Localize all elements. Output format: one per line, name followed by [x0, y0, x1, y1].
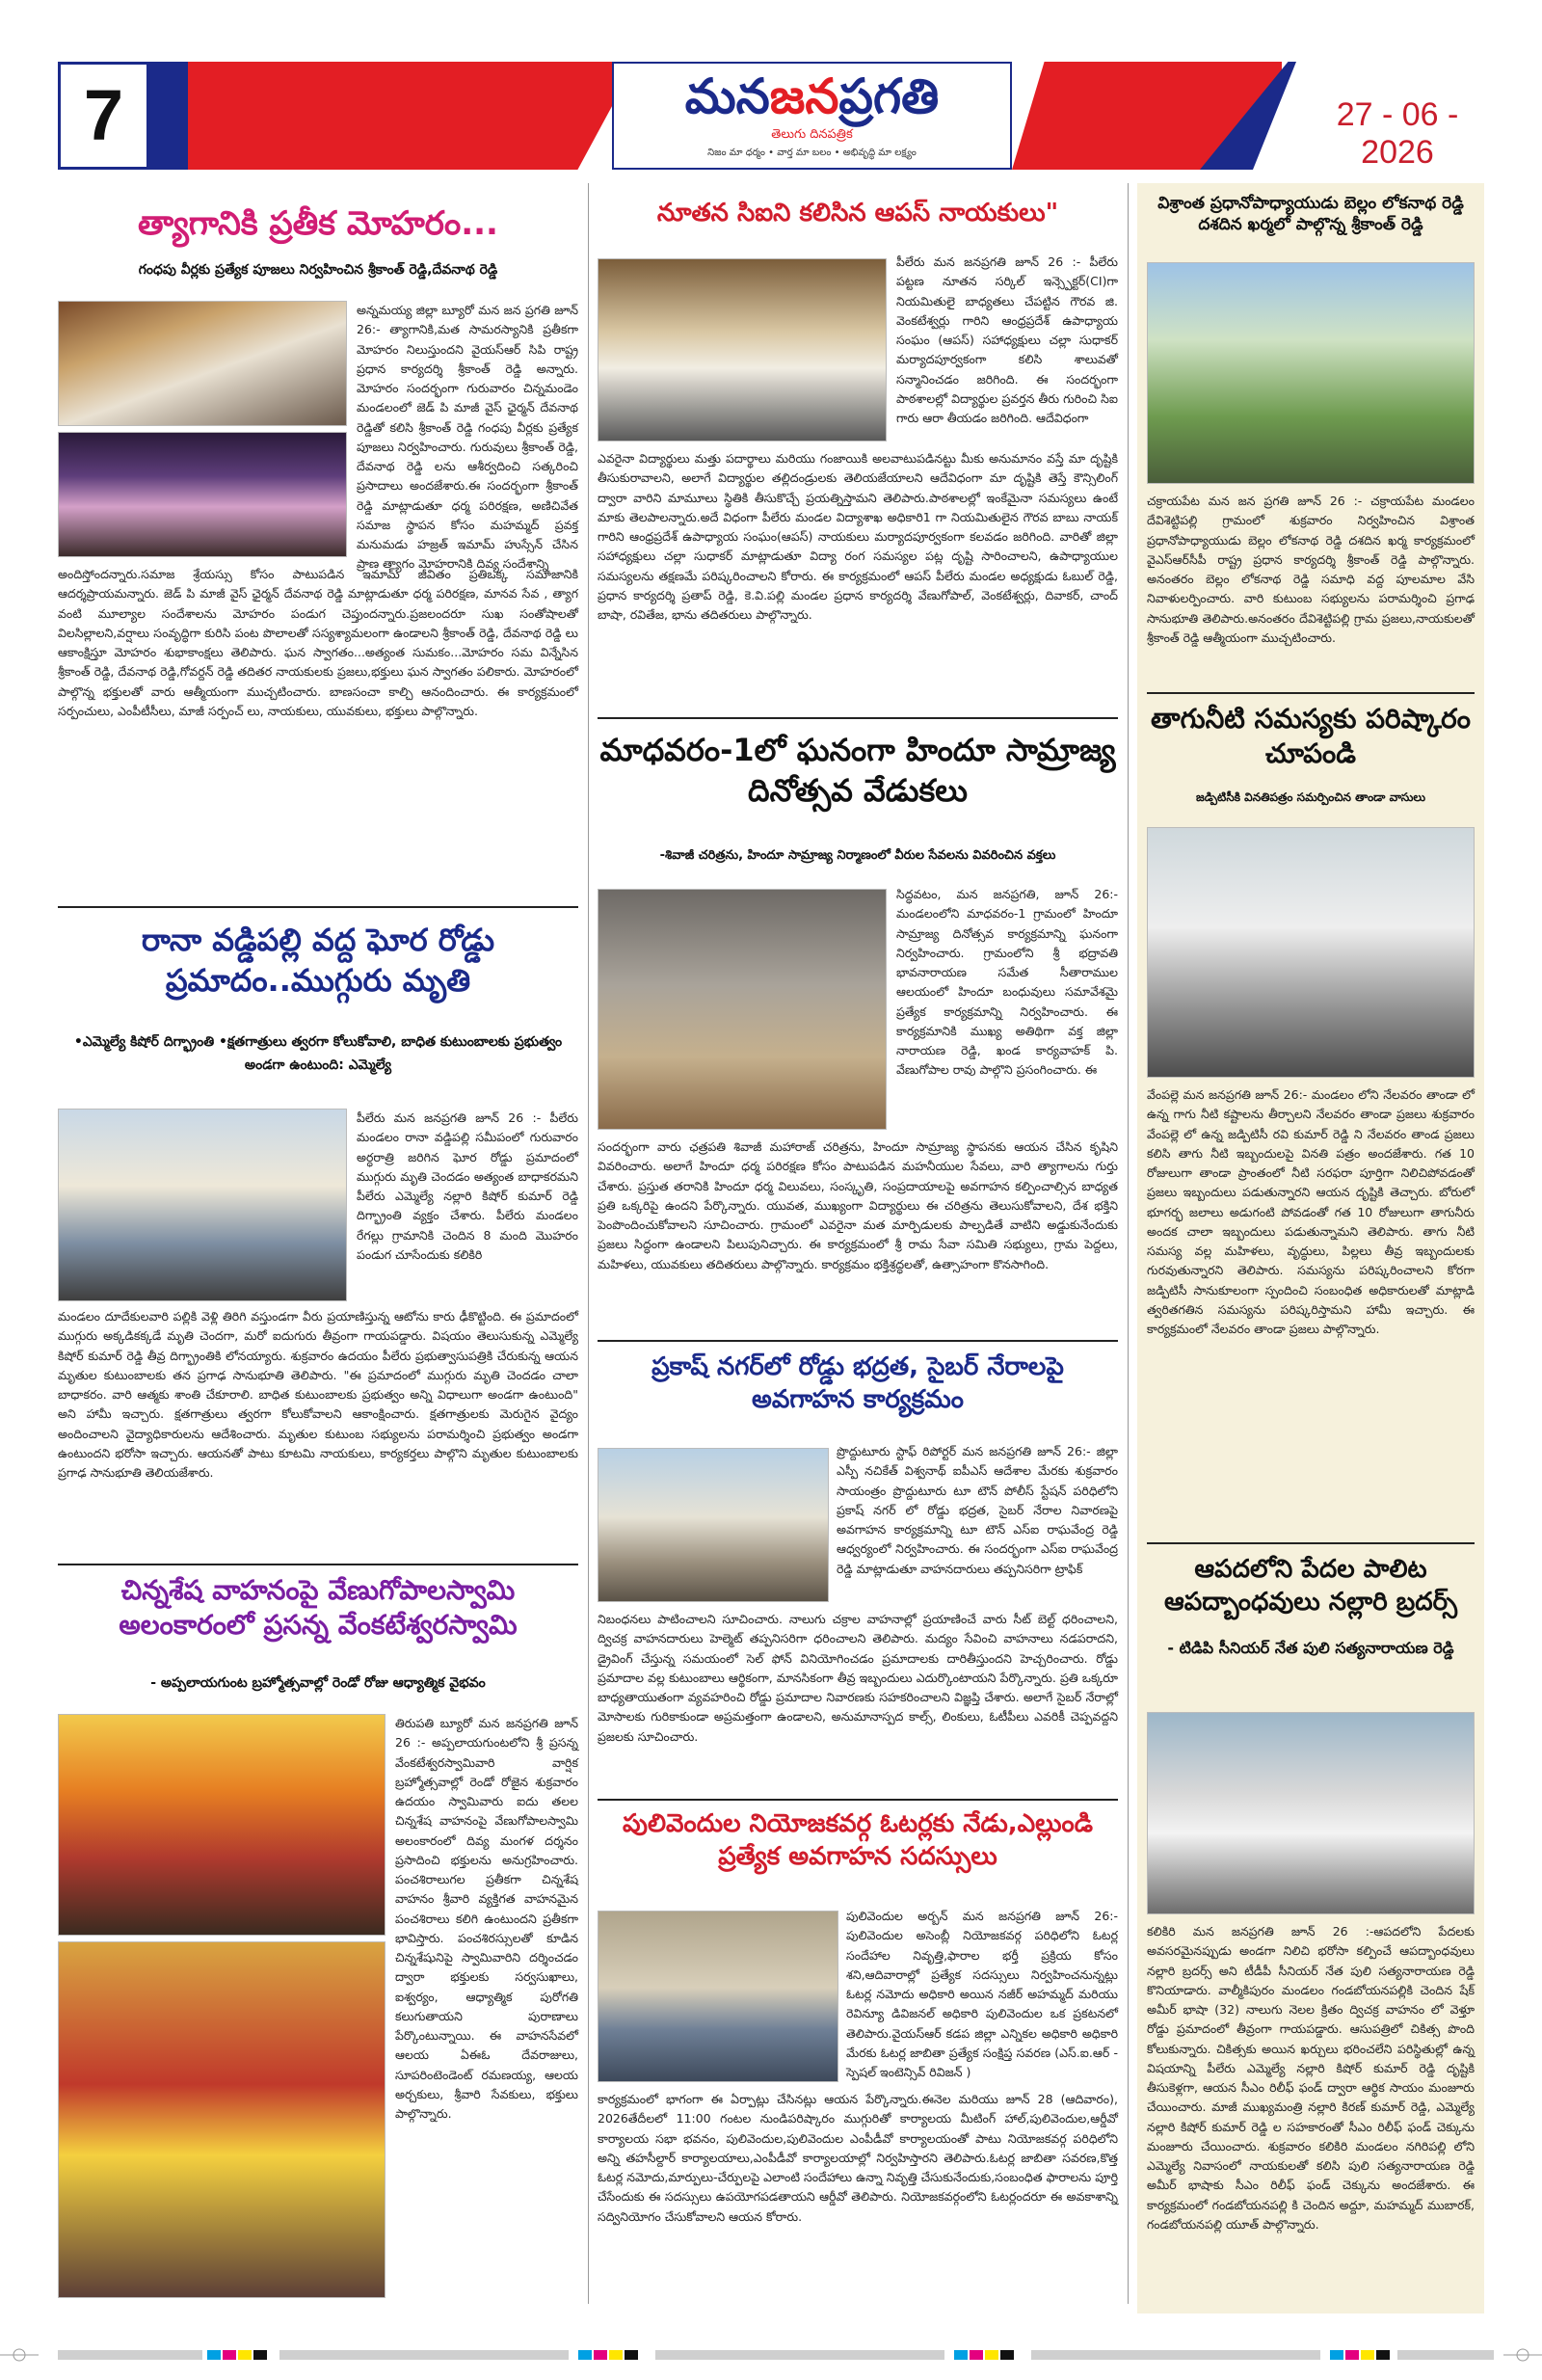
article-headline: పులివెందుల నియోజకవర్గ ఓటర్లకు నేడు,ఎల్లుండి ప్రత్యేక అవగాహన సదస్సులు: [623, 1809, 1093, 1871]
article-separator: [1147, 692, 1475, 694]
article-body: నిబంధనలు పాటించాలని సూచించారు. నాలుగు చక్రాల వాహనాల్లో ప్రయాణించే వారు సీట్ బెల్ట్ ధరించాలని, ద్విచక్ర వాహనదారులు హెల్మెట్ తప్పనిసరిగా ధరించాలని తెలిపారు. మద్యం సేవించి వాహనాలు నడపరాదని, డ్రైవింగ్ చేస్తున్న సమయంలో సెల్ ఫోన్ వినియోగించడం ప్రమాదాలకు దారితీస్తుందని హెచ్చరించారు. రోడ్డు ప్రమాదాల వల్ల కుటుంబాలు ఆర్థికంగా, మానసికంగా తీవ్ర ఇబ్బందులు ఎదుర్కొంటాయని పేర్కొన్నారు. ప్రతి ఒక్కరూ బాధ్యతాయుతంగా వ్యవహరించి రోడ్డు ప్రమాదాల నివారణకు సహకరించాలని విజ్ఞప్తి చేశారు. అలాగే సైబర్ నేరాల్లో మోసాలకు గురికాకుండా అప్రమత్తంగా ఉండాలని, అనుమానాస్పద కాల్స్, లింకులు, ఓటీపీలు ఎవరికీ చెప్పవద్దని ప్రజలకు సూచించారు.: [598, 1612, 1118, 1744]
article-body: కార్యక్రమంలో భాగంగా ఈ ఏర్పాట్లు చేసినట్లు ఆయన పేర్కొన్నారు.ఈనెల మరియు జూన్ 28 (ఆదివారం), 2026తేదీలలో 11:00 గంటల నుండిపరిష్కారం ముగ్గురితో కార్యాలయ మీటింగ్ హాల్,పులివెందుల,ఆర్డీవో కార్యాలయ సభా భవనం, పులివెందుల,పులివెందుల ఎంపీడీవో కార్యాలయంతో పాటు నియోజకవర్గ పరిధిలోని అన్ని తహసీల్దార్ కార్యాలయాలు,ఎంపీడీవో కార్యాలయాల్లో నిర్వహిస్తారని తెలిపారు.ఓటర్ల జాబితా సవరణ,కొత్త ఓటర్ల నమోదు,మార్పులు-చేర్పులపై ఎలాంటి సందేహాలు ఉన్నా నివృత్తి చేసుకునేందుకు,సంబంధిత ఫారాలను పూర్తి చేసేందుకు ఈ సదస్సులు ఉపయోగపడతాయని ఆర్డీవో తెలిపారు. నియోజకవర్గంలోని ఓటర్లందరూ ఈ అవకాశాన్ని సద్వినియోగం చేసుకోవాలని ఆయన కోరారు.: [598, 2092, 1118, 2224]
article-photo: [1147, 827, 1475, 1078]
logo-title: [614, 67, 1010, 125]
article-body: పులివెందుల అర్బన్ మన జనప్రగతి జూన్ 26:-పులివెందుల అసెంబ్లీ నియోజకవర్గ పరిధిలోని ఓటర్ల సందేహాల నివృత్తి,ఫారాల భర్తీ ప్రక్రియ కోసం శని,ఆదివారాల్లో ప్రత్యేక సదస్సులు నిర్వహించనున్నట్లు ఓటర్ల నమోదు అధికారి అయిన నజీర్ అహమ్మద్ మరియు రెవిన్యూ డివిజనల్ అధికారి పులివెందుల ఒక ప్రకటనలో తెలిపారు.వైయస్ఆర్ కడప జిల్లా ఎన్నికల అధికారి అధికారి మేరకు ఓటర్ల జాబితా ప్రత్యేక సంక్షిప్త సవరణ (ఎస్.ఐ.ఆర్ - స్పెషల్ ఇంటెన్సివ్ రివిజన్ ): [846, 1909, 1118, 2079]
article-headline: ప్రకాష్ నగర్‌లో రోడ్డు భద్రత, సైబర్ నేరాలపై అవగాహన కార్యక్రమం: [651, 1352, 1064, 1414]
article-photo: [598, 258, 887, 441]
article-subheadline: •ఎమ్మెల్యే కిషోర్ దిగ్భ్రాంతి •క్షతగాత్రులు త్వరగా కోలుకోవాలి, బాధిత కుటుంబాలకు ప్రభుత్వం అండగా ఉంటుంది: ఎమ్మెల్యే: [73, 1034, 563, 1073]
article-photo: [58, 301, 347, 426]
article-separator: [58, 1564, 578, 1565]
article-photo: [1147, 1712, 1475, 1914]
masthead: [58, 62, 1494, 170]
article-body: ప్రొద్దుటూరు స్టాఫ్ రిపోర్టర్ మన జనప్రగతి జూన్ 26:- జిల్లా ఎస్పీ నచికేత్ విశ్వనాథ్ ఐపీఎస్ ఆదేశాల మేరకు శుక్రవారం సాయంత్రం ప్రొద్దుటూరు టూ టౌన్ పోలీస్ స్టేషన్ పరిధిలోని ప్రకాష్ నగర్ లో రోడ్డు భద్రత, సైబర్ నేరాల నివారణపై అవగాహన కార్యక్రమాన్ని టూ టౌన్ ఎస్ఐ రాఘవేంద్ర రెడ్డి ఆధ్వర్యంలో నిర్వహించారు. ఈ సందర్భంగా ఎస్ఐ రాఘవేంద్ర రెడ్డి మాట్లాడుతూ వాహనదారులు తప్పనిసరిగా ట్రాఫిక్: [837, 1444, 1118, 1576]
article-headline: ఆపదలోని పేదల పాలిట ఆపద్బాంధవులు నల్లారి బ్రదర్స్: [1163, 1555, 1458, 1617]
article-headline: తాగునీటి సమస్యకు పరిష్కారం చూపండి: [1151, 703, 1471, 770]
logo-title-part-3: ప్రగతి: [838, 68, 940, 124]
article-subheadline: - టిడిపి సీనియర్ నేత పులి సత్యనారాయణ రెడ్డి: [1167, 1639, 1454, 1657]
print-registration-strip: [0, 2344, 1542, 2366]
article-body: పీలేరు మన జనప్రగతి జూన్ 26 :- పీలేరు మండలం రానా వడ్డిపల్లి సమీపంలో గురువారం అర్ధరాత్రి జరిగిన ఘోర రోడ్డు ప్రమాదంలో ముగ్గురు మృతి చెందడం అత్యంత బాధాకరమని పీలేరు ఎమ్మెల్యే నల్లారి కిషోర్ కుమార్ రెడ్డి దిగ్భ్రాంతి వ్యక్తం చేశారు. పీలేరు మండలం రేగల్లు గ్రామానికి చెందిన 8 మంది మొహరం పండుగ చూసేందుకు కలికిరి: [357, 1110, 578, 1262]
article-separator: [598, 1340, 1118, 1342]
article-subheadline: జడ్పిటిసీకి వినతిపత్రం సమర్పించిన తాండా వాసులు: [1195, 790, 1426, 804]
article-headline: త్యాగానికి ప్రతీక మోహరం...: [138, 204, 498, 243]
article-headline: రానా వడ్డిపల్లి వద్ద ఘోర రోడ్డు ప్రమాదం..ముగ్గురు మృతి: [141, 922, 495, 999]
article-photo: [598, 1448, 829, 1602]
article-headline: విశ్రాంత ప్రధానోపాధ్యాయుడు బెల్లం లోకనాథ రెడ్డి దశదిన ఖర్మలో పాల్గొన్న శ్రీకాంత్ రెడ్డి: [1157, 194, 1464, 235]
logo-title-part-2: జన: [769, 68, 839, 124]
article-body: అన్నమయ్య జిల్లా బ్యూరో మన జన ప్రగతి జూన్ 26:- త్యాగానికి,మత సామరస్యానికి ప్రతీకగా మోహరం నిలుస్తుందని వైయస్ఆర్ సిపి రాష్ట్ర ప్రధాన కార్యదర్శి శ్రీకాంత్ రెడ్డి అన్నారు. మోహరం సందర్భంగా గురువారం చిన్నమండెం మండలంలో జెడ్ పి మాజీ వైస్ ఛైర్మన్ దేవనాథ రెడ్డితో కలిసి శ్రీకాంత్ రెడ్డి గంధపు వీర్లకు ప్రత్యేక పూజలు నిర్వహించారు. గురువులు శ్రీకాంత్ రెడ్డి, దేవనాథ రెడ్డి లను ఆశీర్వదించి సత్కరించి ప్రసాదాలు అందజేశారు.ఈ సందర్భంగా శ్రీకాంత్ రెడ్డి మాట్లాడుతూ ధర్మ పరిరక్షణ, అణిచివేత సమాజ స్థాపన కోసం మహమ్మద్ ప్రవక్త మనుమడు హజ్రత్ ఇమామ్ హుస్సేన్ చేసిన ప్రాణ త్యాగం మోహరానికి దివ్య సందేశాన్ని: [357, 303, 578, 572]
article-separator: [58, 906, 578, 908]
logo-subtitle: తెలుగు దినపత్రిక: [771, 127, 853, 142]
article-photo: [58, 1714, 386, 1936]
logo-slogan: నిజం మా ధర్మం • వార్త మా బలం • అభివృద్ధి మా లక్ష్యం: [707, 147, 917, 158]
article-headline: మాధవరం-1లో ఘనంగా హిందూ సామ్రాజ్య దినోత్సవ వేడుకలు: [599, 732, 1116, 809]
article-separator: [1147, 1542, 1475, 1544]
column-divider-1: [588, 183, 589, 2304]
article-body: సందర్భంగా వారు ఛత్రపతి శివాజీ మహారాజ్ చరిత్రను, హిందూ సామ్రాజ్య స్థాపనకు ఆయన చేసిన కృషిని వివరించారు. అలాగే హిందూ ధర్మ పరిరక్షణ కోసం పాటుపడిన మహనీయుల సేవలు, వారి త్యాగాలను గుర్తు చేశారు. ప్రస్తుత తరానికి హిందూ ధర్మ విలువలు, సంస్కృతి, సంప్రదాయాలపై అవగాహన కల్పించాల్సిన బాధ్యత ప్రతి ఒక్కరిపై ఉందని పేర్కొన్నారు. యువత, ముఖ్యంగా విద్యార్థులు ఈ చరిత్రను తెలుసుకోవాలని, దేశ భక్తిని పెంపొందించుకోవాలని సూచించారు. గ్రామంలో ఎవరైనా మత మార్పిడులకు పాల్పడితే వాటిని అడ్డుకునేందుకు ప్రజలు సిద్ధంగా ఉండాలని పిలుపునిచ్చారు. ఈ కార్యక్రమంలో శ్రీ రామ సేవా సమితి సభ్యులు, గ్రామ పెద్దలు, మహిళలు, యువకులు తదితరులు పాల్గొన్నారు. కార్యక్రమం భక్తిశ్రద్ధలతో, ఉత్సాహంగా కొనసాగింది.: [598, 1139, 1118, 1271]
article-body: వేంపల్లె మన జనప్రగతి జూన్ 26:- మండలం లోని నేలవరం తాండా లో ఉన్న గాగు నీటి కష్టాలను తీర్చాలని నేలవరం తాండా ప్రజలు శుక్రవారం వేంపల్లె లో ఉన్న జడ్పిటిసీ రవి కుమార్ రెడ్డి ని నేలవరం తాండ ప్రజలు కలిసి తాగు నీటి ఇబ్బందులపై వినతి పత్రం అందజేశారు. గత 10 రోజులుగా తాండా ప్రాంతంలో నీటి సరఫరా పూర్తిగా నిలిచిపోవడంతో ప్రజలు ఇబ్బందులు పడుతున్నారని ఆయన దృష్టికి తెచ్చారు. బోరులో భూగర్భ జలాలు అడుగంటి పోవడంతో గత 10 రోజులుగా తాగునీరు అందక చాలా ఇబ్బందులు పడుతున్నామని తెలిపారు. తాగు నీటి సమస్య వల్ల మహిళలు, వృద్ధులు, పిల్లలు తీవ్ర ఇబ్బందులకు గురవుతున్నారని తెలిపారు. సమస్యను పరిష్కరించాలని కోరగా జడ్పిటిసీ సానుకూలంగా స్పందించి సంబంధిత అధికారులతో మాట్లాడి త్వరితగతిన సమస్యను పరిష్కరిస్తామని హామీ ఇచ్చారు. ఈ కార్యక్రమంలో నేలవరం తాండా ప్రజలు పాల్గొన్నారు.: [1147, 1087, 1475, 1336]
article-body: కలికిరి మన జనప్రగతి జూన్ 26 :-ఆపదలోని పేదలకు అవసరమైనప్పుడు అండగా నిలిచి భరోసా కల్పించే ఆపద్బాంధవులు నల్లారి బ్రదర్స్ అని టీడీపీ సీనియర్ నేత పులి సత్యనారాయణ రెడ్డి కొనియాడారు. వాల్మీకిపురం మండలం గండబోయనపల్లికి చెందిన షేక్ అమీర్ భాషా (32) నాలుగు నెలల క్రితం ద్విచక్ర వాహనం లో వెళ్తూ రోడ్డు ప్రమాదంలో తీవ్రంగా గాయపడ్డారు. ఆసుపత్రిలో చికిత్స పొంది కోలుకున్నారు. చికిత్సకు అయిన ఖర్చులు భరించలేని పరిస్థితుల్లో ఉన్న విషయాన్ని పీలేరు ఎమ్మెల్యే నల్లారి కిషోర్ కుమార్ రెడ్డి దృష్టికి తీసుకెళ్లగా, ఆయన సీఎం రిలీఫ్ ఫండ్ ద్వారా ఆర్థిక సాయం మంజూరు చేయించారు. మాజీ ముఖ్యమంత్రి నల్లారి కిరణ్ కుమార్ రెడ్డి, ఎమ్మెల్యే నల్లారి కిషోర్ కుమార్ రెడ్డి ల సహకారంతో సీఎం రిలీఫ్ ఫండ్ చెక్కును మంజూరు చేయించారు. శుక్రవారం కలికిరి మండలం నగిరిపల్లి లోని ఎమ్మెల్యే నివాసంలో నాయకులతో కలిసి పులి సత్యనారాయణ రెడ్డి అమీర్ భాషాకు సీఎం రిలీఫ్ ఫండ్ చెక్కును అందజేశారు. ఈ కార్యక్రమంలో గండబోయనపల్లి కి చెందిన అద్దూ, మహమ్మద్ ముబారక్, గండబోయనపల్లి యూత్ పాల్గొన్నారు.: [1147, 1924, 1475, 2232]
article-photo: [1147, 262, 1475, 484]
article-body: చక్రాయపేట మన జన ప్రగతి జూన్ 26 :- చక్రాయపేట మండలం దేవిశెట్టిపల్లి గ్రామంలో శుక్రవారం నిర్వహించిన విశ్రాంత ప్రధానోపాధ్యాయుడు బెల్లం లోకనాథ రెడ్డి దశదిన ఖర్మ కార్యక్రమంలో వైఎస్ఆర్‌సీపీ రాష్ట్ర ప్రధాన కార్యదర్శి శ్రీకాంత్ రెడ్డి పాల్గొన్నారు. అనంతరం బెల్లం లోకనాథ రెడ్డి సమాధి వద్ద పూలమాల వేసి నివాళులర్పించారు. వారి కుటుంబ సభ్యులను పరామర్శించి ప్రగాఢ సానుభూతి తెలిపారు.అనంతరం దేవిశెట్టిపల్లి గ్రామ ప్రజలు,నాయకులతో శ్రీకాంత్ రెడ్డి ఆత్మీయంగా ముచ్చటించారు.: [1147, 494, 1475, 645]
page-number: 7: [83, 75, 124, 155]
article-photo: [58, 1109, 347, 1301]
article-subheadline: గంధపు వీర్లకు ప్రత్యేక పూజలు నిర్వహించిన శ్రీకాంత్ రెడ్డి,దేవనాథ రెడ్డి: [138, 262, 498, 278]
article-headline: నూతన సిఐని కలిసిన ఆపస్ నాయకులు": [656, 199, 1059, 227]
article-photo: [58, 432, 347, 557]
article-photo: [598, 889, 887, 1130]
article-body: పీలేరు మన జనప్రగతి జూన్ 26 :- పీలేరు పట్టణ నూతన సర్కిల్ ఇన్స్పెక్టర్(CI)గా నియమితులై బాధ్యతలు చేపట్టిన గౌరవ జి. వెంకటేశ్వర్లు గారిని ఆంధ్రప్రదేశ్ ఉపాధ్యాయ సంఘం (ఆపస్) సహాధ్యక్షులు చల్లా సుధాకర్ మర్యాదపూర్వకంగా కలిసి శాలువతో సన్మానించడం జరిగింది. ఈ సందర్భంగా పాఠశాలల్లో విద్యార్థుల ప్రవర్తన తీరు గురించి సిఐ గారు ఆరా తీయడం జరిగింది. ఆదేవిధంగా: [896, 254, 1118, 425]
column-divider-2: [1128, 183, 1129, 2304]
logo-title-part-1: మన: [684, 68, 770, 124]
newspaper-logo: [612, 62, 1012, 170]
article-photo: [598, 1911, 838, 2082]
article-separator: [598, 717, 1118, 719]
issue-date: 27 - 06 - 2026: [1336, 96, 1459, 171]
article-body: సిద్ధవటం, మన జనప్రగతి, జూన్ 26:- మండలంలోని మాధవరం-1 గ్రామంలో హిందూ సామ్రాజ్య దినోత్సవ కార్యక్రమాన్ని ఘనంగా నిర్వహించారు. గ్రామంలోని శ్రీ భద్రావతి భావనారాయణ సమేత సీతారాముల ఆలయంలో హిందూ బంధువులు సమావేశమై ప్రత్యేక కార్యక్రమాన్ని నిర్వహించారు. ఈ కార్యక్రమానికి ముఖ్య అతిథిగా వక్త జిల్లా నారాయణ రెడ్డి, ఖండ కార్యవాహక్ పి. వేణుగోపాల రావు పాల్గొని ప్రసంగించారు. ఈ: [896, 887, 1118, 1078]
article-body: తిరుపతి బ్యూరో మన జనప్రగతి జూన్ 26 :- అప్పలాయగుంటలోని శ్రీ ప్రసన్న వేంకటేశ్వరస్వామివారి వార్షిక బ్రహ్మోత్సవాల్లో రెండో రోజైన శుక్రవారం ఉదయం స్వామివారు ఐదు తలల చిన్నశేష వాహనంపై వేణుగోపాలస్వామి అలంకారంలో దివ్య మంగళ దర్శనం ప్రసాదించి భక్తులను అనుగ్రహించారు. పంచశిరాలుగల ప్రతీకగా చిన్నశేష వాహనం శ్రీవారి వ్యక్తిగత వాహనమైన పంచశిరాలు కలిగి ఉంటుందని ప్రతీకగా భావిస్తారు. పంచశిరస్సులతో కూడిన చిన్నశేషునిపై స్వామివారిని దర్శించడం ద్వారా భక్తులకు సర్వసుఖాలు, ఐశ్వర్యం, ఆధ్యాత్మిక పురోగతి కలుగుతాయని పురాణాలు పేర్కొంటున్నాయి. ఈ వాహనసేవలో ఆలయ ఏఈఓ దేవరాజులు, సూపరింటెండెంట్ రమణయ్య, ఆలయ అర్చకులు, శ్రీవారి సేవకులు, భక్తులు పాల్గొన్నారు.: [395, 1716, 578, 2121]
article-body: ఎవరైనా విద్యార్థులు మత్తు పదార్థాలు మరియు గంజాయికి అలవాటుపడినట్టు మీకు అనుమానం వస్తే మా దృష్టికి తీసుకురావాలని, అలాగే విద్యార్థుల తల్లిదండ్రులకు తెలియజేయాలని ఆదేవిధంగా మా దృష్టికి తెస్తే కౌన్సిలింగ్ ద్వారా వారిని మామూలు స్థితికి తీసుకొచ్చే ప్రయత్నిస్తామని తెలిపారు.పాఠశాలల్లో ఇంకేమైనా సమస్యలు ఉంటే మాకు తెలపాలన్నారు.అదే విధంగా పీలేరు మండల విద్యాశాఖ అధికారి1 గా నియమితులైన గౌరవ బాబు నాయక్ గారిని ఆంధ్రప్రదేశ్ ఉపాధ్యాయ సంఘం(ఆపస్) నాయకులు మర్యాదపూర్వకంగా కలవడం జరిగింది. వారితో జిల్లా సహాధ్యక్షులు చల్లా సుధాకర్ మాట్లాడుతూ విద్యా రంగ సమస్యల పట్ల దృష్టి సారించాలని, ఉపాధ్యాయుల సమస్యలను తక్షణమే పరిష్కరించాలని కోరారు. ఈ కార్యక్రమంలో ఆపస్ పీలేరు మండల అధ్యక్షుడు ఓబుల్ రెడ్డి, ప్రధాన కార్యదర్శి ప్రతాప్ రెడ్డి, కె.వి.పల్లి మండల ప్రధాన కార్యదర్శి వేణుగోపాల్, వెంకటేశ్వర్లు, దివాకర్, చాంద్ బాషా, రవితేజ, భాను తదితరులు పాల్గొన్నారు.: [598, 451, 1118, 622]
article-photo: [58, 1941, 386, 2298]
masthead-blue-band-left: [149, 62, 188, 170]
article-separator: [598, 1799, 1118, 1801]
article-body: మండలం దూదేకులవారి పల్లికి వెళ్లి తిరిగి వస్తుండగా వీరు ప్రయాణిస్తున్న ఆటోను కారు ఢీకొట్టింది. ఈ ప్రమాదంలో ముగ్గురు అక్కడికక్కడే మృతి చెందగా, మరో ఐదుగురు తీవ్రంగా గాయపడ్డారు. విషయం తెలుసుకున్న ఎమ్మెల్యే కిషోర్ కుమార్ రెడ్డి తీవ్ర దిగ్భ్రాంతికి లోనయ్యారు. శుక్రవారం ఉదయం పీలేరు ప్రభుత్వాసుపత్రికి చేరుకున్న ఆయన మృతుల కుటుంబాలకు తన ప్రగాఢ సానుభూతి తెలిపారు. "ఈ ప్రమాదంలో ముగ్గురు మృతి చెందడం చాలా బాధాకరం. వారి ఆత్మకు శాంతి చేకూరాలి. బాధిత కుటుంబాలకు ప్రభుత్వం అన్ని విధాలుగా అండగా ఉంటుంది" అని హామీ ఇచ్చారు. క్షతగాత్రులు త్వరగా కోలుకోవాలని ఆకాంక్షించారు. క్షతగాత్రులకు మెరుగైన వైద్యం అందించాలని వైద్యాధికారులను ఆదేశించారు. మృతుల కుటుంబ సభ్యులను పరామర్శించి ప్రభుత్వం అండగా ఉంటుందని భరోసా ఇచ్చారు. ఆయనతో పాటు కూటమి నాయకులు, కార్యకర్తలు పాల్గొని మృతుల కుటుంబాలకు ప్రగాఢ సానుభూతి తెలియజేశారు.: [58, 1309, 578, 1480]
article-headline: చిన్నశేష వాహనంపై వేణుగోపాలస్వామి అలంకారంలో ప్రసన్న వేంకటేశ్వరస్వామి: [119, 1574, 518, 1642]
article-subheadline: - అప్పలాయగుంట బ్రహ్మోత్సవాల్లో రెండో రోజు ఆధ్యాత్మిక వైభవం: [150, 1675, 486, 1691]
masthead-red-band-left: [149, 62, 636, 170]
article-body: అందిస్తోందన్నారు.సమాజ శ్రేయస్సు కోసం పాటుపడిన ఇమామ్ జీవితం ప్రతిఒక్క సమాజానికి ఆదర్శప్రాయమన్నారు. జెడ్ పి మాజీ వైస్ ఛైర్మన్ దేవనాథ రెడ్డి మాట్లాడుతూ ధర్మ పరిరక్షణ, మానవ సేవ , త్యాగ వంటి మూల్యాల సందేశాలను మోహరం పండుగ చెప్తుందన్నారు.ప్రజలందరూ సుఖ సంతోషాలతో విలసిల్లాలని,వర్షాలు సంవృద్ధిగా కురిసి పంట పొలాలతో సస్యశ్యామలంగా ఉండాలని శ్రీకాంత్ రెడ్డి, దేవనాథ రెడ్డి లు ఆకాంక్షిస్తూ మోహరం శుభాకాంక్షలు తెలిపారు. ఘన స్వాగతం...అత్యంత సుమకం...మోహరం సమ విన్నేసిన శ్రీకాంత్ రెడ్డి, దేవనాథ రెడ్డి,గోవర్దన్ రెడ్డి తదితర నాయకులకు ప్రజలు,భక్తులు ఘన స్వాగతం పలికారు. మోహరంలో పాల్గొన్న భక్తులతో వారు ఆత్మీయంగా ముచ్చటించారు. బాణసంచా కాల్చి ఆనందించారు. ఈ కార్యక్రమంలో సర్పంచులు, ఎంపీటీసీలు, మాజీ సర్పంచ్ లు, నాయకులు, యువకులు, భక్తులు పాల్గొన్నారు.: [58, 567, 578, 718]
article-subheadline: -శివాజీ చరిత్రను, హిందూ సామ్రాజ్య నిర్మాణంలో వీరుల సేవలను వివరించిన వక్తలు: [659, 848, 1056, 863]
registration-mark-icon: [0, 2344, 1542, 2366]
